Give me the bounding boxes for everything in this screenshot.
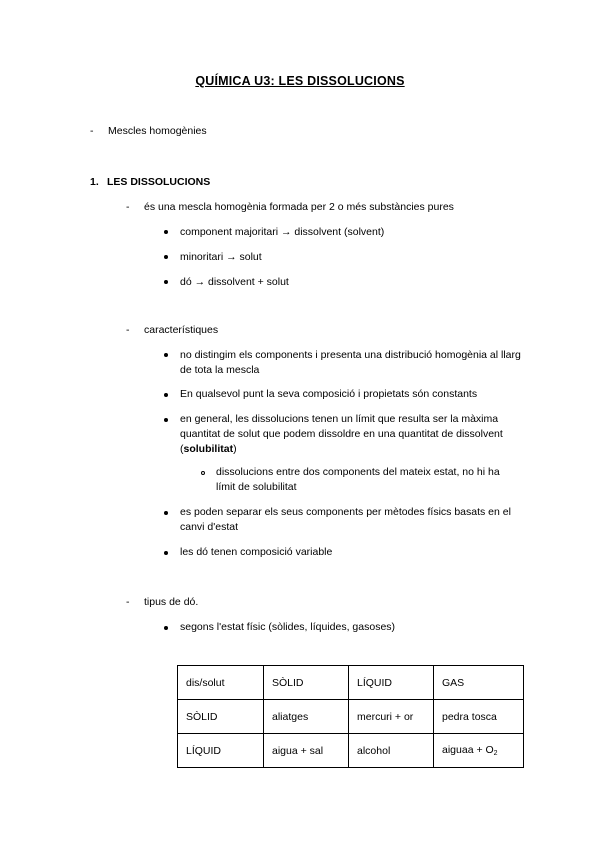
table-cell: SÒLID: [178, 700, 264, 734]
features-item-5: les dó tenen composició variable: [180, 546, 333, 558]
table-cell: dis/solut: [178, 666, 264, 700]
intro-dash: -: [90, 125, 94, 137]
bullet-icon: [164, 230, 168, 234]
definition-text: és una mescla homogènia formada per 2 o més substàncies pures: [144, 201, 454, 213]
definition-item-3: dó → dissolvent + solut: [180, 276, 289, 288]
features-item-1: no distingim els components i presenta una distribució homogènia al llarg de tota la mescla: [180, 349, 521, 376]
page-title: QUÍMICA U3: LES DISSOLUCIONS: [195, 74, 405, 88]
table-cell: [434, 734, 524, 768]
bullet-icon: [164, 551, 168, 555]
table-cell: alcohol: [349, 734, 434, 768]
definition-item-1: component majoritari → dissolvent (solvent): [180, 226, 385, 238]
features-dash: -: [126, 324, 130, 336]
features-item-3-text: en general, les dissolucions tenen un límit que resulta ser la màxima quantitat de solut que podem dissoldre en una quantitat de dissolvent (: [180, 413, 503, 455]
definition-item-2: minoritari → solut: [180, 251, 262, 263]
table-cell: mercuri + or: [349, 700, 434, 734]
solutions-table: [177, 665, 524, 768]
table-cell: aigua + sal: [264, 734, 349, 768]
solubility-term: solubilitat: [183, 443, 234, 455]
table-cell: GAS: [434, 666, 524, 700]
bullet-icon: [164, 393, 168, 397]
features-text: característiques: [144, 324, 219, 336]
section-number: 1.: [90, 176, 99, 188]
bullet-icon: [164, 255, 168, 259]
bullet-icon: [164, 511, 168, 515]
features-item-2: En qualsevol punt la seva composició i propietats són constants: [180, 388, 478, 400]
section-heading: LES DISSOLUCIONS: [107, 176, 211, 188]
table-cell: LÍQUID: [178, 734, 264, 768]
table-cell: pedra tosca: [434, 700, 524, 734]
table-cell: SÒLID: [264, 666, 349, 700]
table-row: [178, 734, 524, 768]
table-row: [178, 700, 524, 734]
types-item: segons l'estat físic (sòlides, líquides, gasoses): [180, 621, 396, 633]
features-subitem: dissolucions entre dos components del mateix estat, no hi ha límit de solubilitat: [216, 466, 500, 493]
subscript: 2: [493, 750, 498, 757]
gas-cell-text: aiguaa + O: [442, 744, 494, 756]
table-row: [178, 666, 524, 700]
intro-text: Mescles homogènies: [108, 125, 207, 137]
types-text: tipus de dó.: [144, 596, 199, 608]
features-item-3: [180, 412, 530, 457]
bullet-icon: [164, 280, 168, 284]
bullet-icon: [164, 418, 168, 422]
bullet-icon: [164, 626, 168, 630]
definition-dash: -: [126, 201, 130, 213]
table-cell: aliatges: [264, 700, 349, 734]
types-dash: -: [126, 596, 130, 608]
features-item-3-close: ): [233, 443, 237, 455]
bullet-icon: [164, 353, 168, 357]
circle-bullet-icon: [201, 471, 205, 475]
features-item-4: es poden separar els seus components per mètodes físics basats en el canvi d'estat: [180, 506, 511, 533]
table-cell: LÍQUID: [349, 666, 434, 700]
